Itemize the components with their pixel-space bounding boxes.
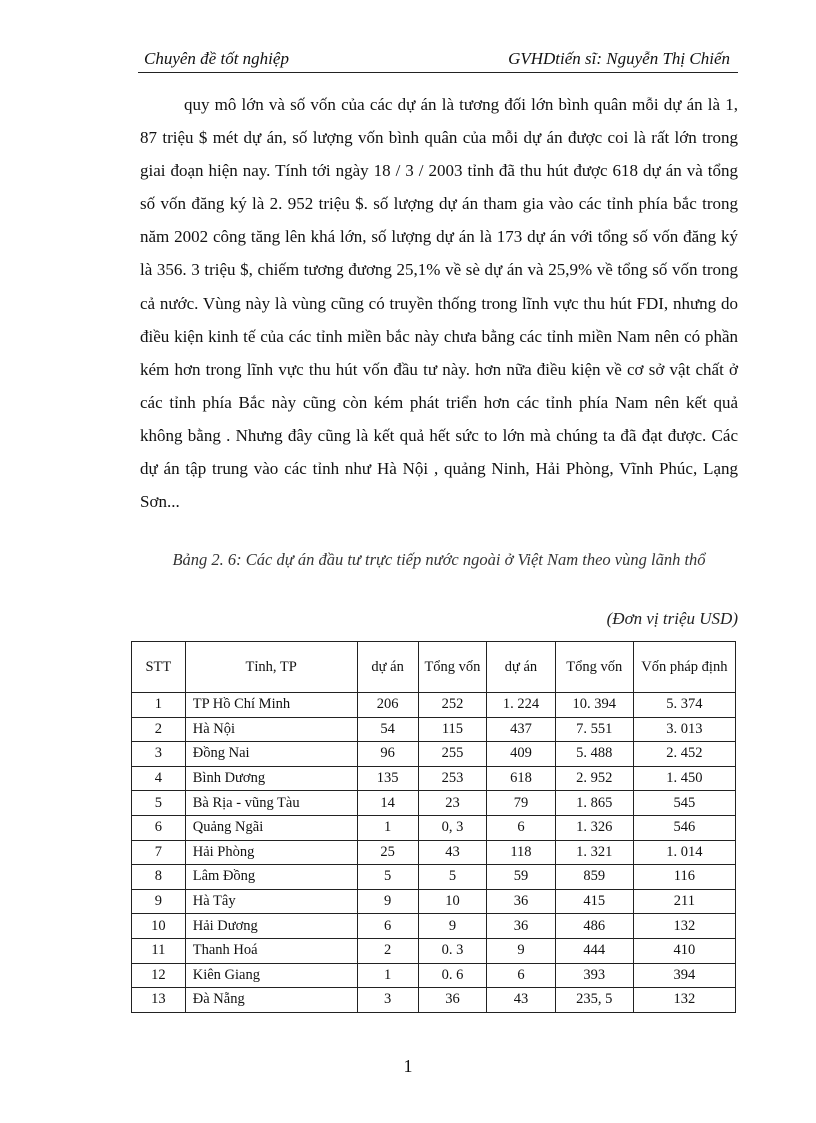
province-cell: Hà Nội: [185, 717, 357, 742]
page-number: 1: [403, 1056, 413, 1076]
table-cell: 23: [418, 791, 487, 816]
table-row: [132, 963, 736, 988]
table-cell: 3. 013: [633, 717, 735, 742]
table-cell: 486: [555, 914, 633, 939]
province-cell: Bà Rịa - vũng Tàu: [185, 791, 357, 816]
table-unit: (Đơn vị triệu USD): [606, 609, 738, 628]
table-cell: 1. 326: [555, 815, 633, 840]
body-paragraph-text: quy mô lớn và số vốn của các dự án là tương đối lớn bình quân mỗi dự án là 1, 87 triệu $ mét dự án, số lượng vốn bình quân của mỗi dự án được coi là rất lớn trong giai đoạn hiện nay. Tính tới ngày 18 / 3 / 2003 tỉnh đã thu hút được 618 dự án và tổng số vốn đăng ký là 2. 952 triệu $. số lượng dự án tham gia vào các tỉnh phía bắc trong năm 2002 công tăng lên khá lớn, số lượng dự án là 173 dự án với tổng số vốn đăng ký là 356. 3 triệu $, chiếm tương đương 25,1% về sè dự án và 25,9% về tổng số vốn trong cả nước. Vùng này là vùng cũng có truyền thống trong lĩnh vực thu hút FDI, nhưng do điều kiện kinh tế của các tỉnh miền bắc này chưa bằng các tỉnh miền Nam nên có phần kém hơn trong lĩnh vực thu hút vốn đầu tư này. hơn nữa điều kiện về cơ sở vật chất ở các tỉnh phía Bắc này cũng còn kém phát triển hơn các tỉnh phía Nam nên kết quả không bằng . Nhưng đây cũng là kết quả hết sức to lớn mà chúng ta đã đạt được. Các dự án tập trung vào các tỉnh như Hà Nội , quảng Ninh, Hải Phòng, Vĩnh Phúc, Lạng Sơn...: [140, 95, 738, 512]
table-cell: 13: [132, 988, 186, 1013]
table-cell: 132: [633, 914, 735, 939]
province-cell: Hà Tây: [185, 889, 357, 914]
table-cell: 3: [357, 988, 418, 1013]
table-cell: 132: [633, 988, 735, 1013]
table-cell: 5: [132, 791, 186, 816]
table-cell: 10. 394: [555, 693, 633, 718]
table-row: [132, 791, 736, 816]
table-cell: 10: [418, 889, 487, 914]
table-cell: 2. 452: [633, 742, 735, 767]
table-cell: 8: [132, 865, 186, 890]
table-cell: 5. 488: [555, 742, 633, 767]
table-cell: 7. 551: [555, 717, 633, 742]
table-cell: 9: [487, 938, 556, 963]
table-cell: 1: [357, 815, 418, 840]
table-cell: 9: [132, 889, 186, 914]
table-cell: 6: [132, 815, 186, 840]
table-cell: 135: [357, 766, 418, 791]
header-title: Chuyên đề tốt nghiệp: [144, 49, 289, 68]
province-cell: Quảng Ngãi: [185, 815, 357, 840]
table-cell: 9: [357, 889, 418, 914]
table-cell: 546: [633, 815, 735, 840]
header-cell: STT: [132, 642, 186, 693]
table-cell: 5. 374: [633, 693, 735, 718]
table-cell: 0, 3: [418, 815, 487, 840]
province-cell: TP Hồ Chí Minh: [185, 693, 357, 718]
province-cell: Đồng Nai: [185, 742, 357, 767]
header-cell: dự án: [357, 642, 418, 693]
province-cell: Hải Phòng: [185, 840, 357, 865]
table-row: [132, 766, 736, 791]
table-row: [132, 717, 736, 742]
table-cell: 25: [357, 840, 418, 865]
table-cell: 3: [132, 742, 186, 767]
table-cell: 9: [418, 914, 487, 939]
table-cell: 5: [418, 865, 487, 890]
table-row: [132, 988, 736, 1013]
table-cell: 1. 865: [555, 791, 633, 816]
table-cell: 54: [357, 717, 418, 742]
table-cell: 409: [487, 742, 556, 767]
table-cell: 10: [132, 914, 186, 939]
table-cell: 11: [132, 938, 186, 963]
header-cell: Tổng vốn: [555, 642, 633, 693]
table-row: [132, 938, 736, 963]
table-row: [132, 889, 736, 914]
table-cell: 1: [357, 963, 418, 988]
table-cell: 1. 450: [633, 766, 735, 791]
table-row: [132, 914, 736, 939]
table-cell: 59: [487, 865, 556, 890]
table-cell: 444: [555, 938, 633, 963]
table-cell: 211: [633, 889, 735, 914]
table-cell: 115: [418, 717, 487, 742]
province-cell: Bình Dương: [185, 766, 357, 791]
table-cell: 618: [487, 766, 556, 791]
table-cell: 6: [487, 963, 556, 988]
page-header: [138, 46, 738, 73]
table-header-row: [132, 642, 736, 693]
table-row: [132, 840, 736, 865]
body-paragraph: [140, 88, 738, 518]
table-cell: 14: [357, 791, 418, 816]
table-caption: Bảng 2. 6: Các dự án đầu tư trực tiếp nước ngoài ở Việt Nam theo vùng lãnh thổ: [172, 550, 706, 569]
province-cell: Hải Dương: [185, 914, 357, 939]
table-cell: 2. 952: [555, 766, 633, 791]
table-cell: 1. 224: [487, 693, 556, 718]
header-cell: Tổng vốn: [418, 642, 487, 693]
table-cell: 118: [487, 840, 556, 865]
table-cell: 116: [633, 865, 735, 890]
table-row: [132, 742, 736, 767]
table-cell: 253: [418, 766, 487, 791]
table-cell: 1. 014: [633, 840, 735, 865]
table-cell: 0. 6: [418, 963, 487, 988]
table-cell: 5: [357, 865, 418, 890]
table-cell: 437: [487, 717, 556, 742]
table-cell: 235, 5: [555, 988, 633, 1013]
province-cell: Kiên Giang: [185, 963, 357, 988]
table-cell: 79: [487, 791, 556, 816]
table-cell: 393: [555, 963, 633, 988]
table-cell: 415: [555, 889, 633, 914]
table-cell: 252: [418, 693, 487, 718]
table-cell: 36: [487, 889, 556, 914]
table-cell: 545: [633, 791, 735, 816]
table-cell: 12: [132, 963, 186, 988]
table-row: [132, 865, 736, 890]
table-row: [132, 693, 736, 718]
header-cell: Vốn pháp định: [633, 642, 735, 693]
table-body: [132, 693, 736, 1013]
table-cell: 206: [357, 693, 418, 718]
province-cell: Lâm Đồng: [185, 865, 357, 890]
province-cell: Đà Nẵng: [185, 988, 357, 1013]
table-cell: 4: [132, 766, 186, 791]
table-cell: 36: [418, 988, 487, 1013]
table-cell: 1: [132, 693, 186, 718]
table-row: [132, 815, 736, 840]
table-cell: 36: [487, 914, 556, 939]
table-cell: 1. 321: [555, 840, 633, 865]
table-cell: 96: [357, 742, 418, 767]
table-cell: 7: [132, 840, 186, 865]
table-cell: 43: [418, 840, 487, 865]
header-cell: Tỉnh, TP: [185, 642, 357, 693]
header-cell: dự án: [487, 642, 556, 693]
header-advisor: GVHDtiến sĩ: Nguyễn Thị Chiến: [508, 49, 730, 68]
table-cell: 410: [633, 938, 735, 963]
table-cell: 2: [357, 938, 418, 963]
table-cell: 394: [633, 963, 735, 988]
table-cell: 0. 3: [418, 938, 487, 963]
table-cell: 859: [555, 865, 633, 890]
table-cell: 6: [357, 914, 418, 939]
fdi-table: [131, 641, 736, 1013]
table-cell: 2: [132, 717, 186, 742]
table-cell: 43: [487, 988, 556, 1013]
table-cell: 6: [487, 815, 556, 840]
province-cell: Thanh Hoá: [185, 938, 357, 963]
table-cell: 255: [418, 742, 487, 767]
